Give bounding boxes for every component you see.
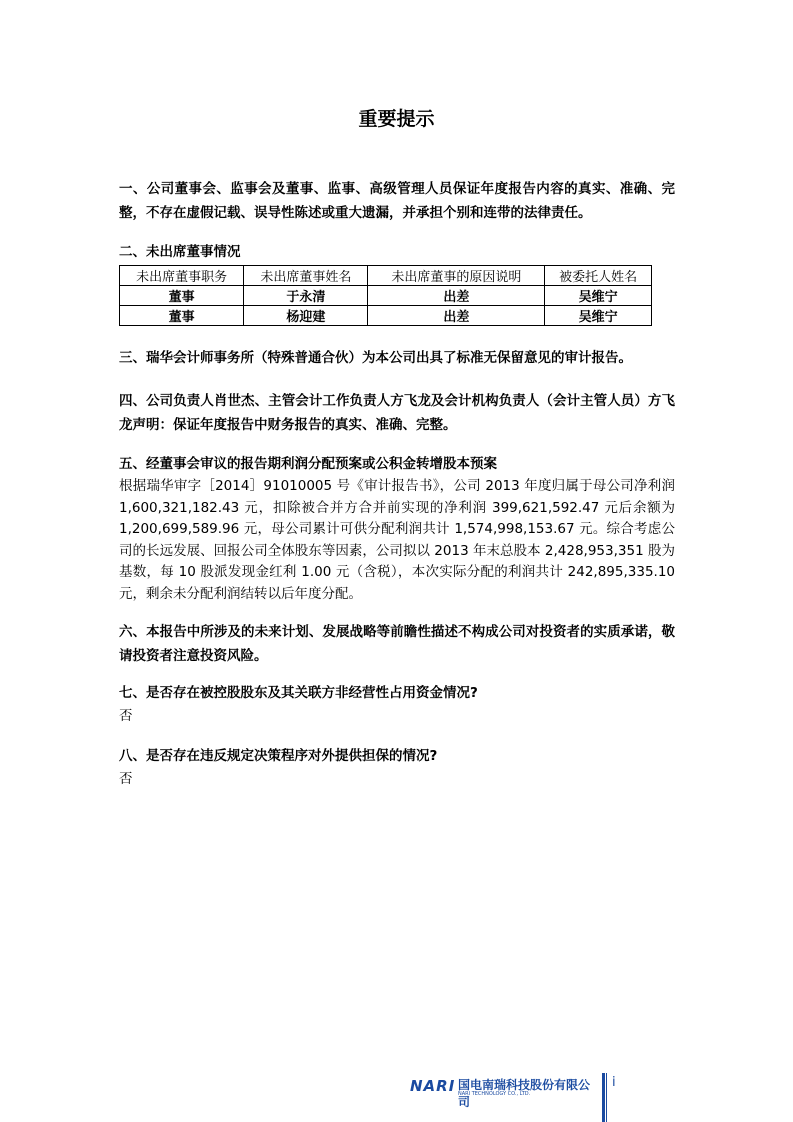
section-2 [119, 240, 675, 326]
table-header-cell: 被委托人姓名 [545, 266, 652, 286]
table-cell: 杨迎建 [244, 306, 368, 326]
table-cell: 于永清 [244, 286, 368, 306]
page-title: 重要提示 [358, 108, 435, 130]
section-6-heading: 六、本报告中所涉及的未来计划、发展战略等前瞻性描述不构成公司对投资者的实质承诺，敬请投资者注意投资风险。 [119, 624, 675, 664]
section-2-heading: 二、未出席董事情况 [119, 244, 241, 260]
footer-divider-thin [606, 1073, 607, 1122]
section-7-answer: 否 [119, 708, 133, 724]
table-row [120, 286, 652, 306]
section-5 [119, 452, 675, 605]
table-cell: 董事 [120, 306, 244, 326]
table-header-cell: 未出席董事的原因说明 [368, 266, 545, 286]
table-header-cell: 未出席董事职务 [120, 266, 244, 286]
section-8 [119, 744, 675, 790]
table-header-cell: 未出席董事姓名 [244, 266, 368, 286]
section-1-heading: 一、公司董事会、监事会及董事、监事、高级管理人员保证年度报告内容的真实、准确、完整，不存在虚假记载、误导性陈述或重大遗漏，并承担个别和连带的法律责任。 [119, 181, 675, 221]
section-7 [119, 681, 675, 727]
nari-logo-text: NARI [410, 1077, 456, 1095]
company-name-cn: 国电南瑞科技股份有限公司 [458, 1078, 591, 1109]
company-name-en: NARI TECHNOLOGY CO., LTD. [458, 1091, 531, 1097]
section-5-body: 根据瑞华审字［2014］91010005 号《审计报告书》，公司 2013 年度归属于母公司净利润 1,600,321,182.43 元，扣除被合并方合并前实现的净利润 399,621,592.47 元后余额为 1,200,699,589.96 元，母公司累计可供分配利润共计 1,574,998,153.67 元。综合考虑公司的长远发展、回报公司全体股东等因素，公司拟以 2013 年末总股本 2,428,953,351 股为基数，每 10 股派发现金红利 1.00 元（含税），本次实际分配的利润共计 242,895,335.10 元，剩余未分配利润结转以后年度分配。 [119, 478, 675, 602]
table-cell: 出差 [368, 306, 545, 326]
section-4-heading: 四、公司负责人肖世杰、主管会计工作负责人方飞龙及会计机构负责人（会计主管人员）方飞龙声明：保证年度报告中财务报告的真实、准确、完整。 [119, 393, 675, 433]
table-cell: 董事 [120, 286, 244, 306]
table-cell: 出差 [368, 286, 545, 306]
section-4 [119, 389, 675, 437]
table-cell: 吴维宁 [545, 306, 652, 326]
page-number: i [612, 1075, 616, 1090]
section-1 [119, 177, 675, 225]
section-3 [119, 346, 675, 370]
table-header-row [120, 266, 652, 286]
footer-divider [602, 1073, 605, 1122]
section-6 [119, 620, 675, 668]
section-5-heading: 五、经董事会审议的报告期利润分配预案或公积金转增股本预案 [119, 456, 497, 472]
absent-directors-table [119, 265, 652, 326]
section-8-heading: 八、是否存在违反规定决策程序对外提供担保的情况? [119, 748, 438, 764]
section-7-heading: 七、是否存在被控股股东及其关联方非经营性占用资金情况? [119, 685, 478, 701]
table-row [120, 306, 652, 326]
table-cell: 吴维宁 [545, 286, 652, 306]
section-8-answer: 否 [119, 771, 133, 787]
section-3-heading: 三、瑞华会计师事务所（特殊普通合伙）为本公司出具了标准无保留意见的审计报告。 [119, 350, 632, 366]
company-logo [410, 1076, 600, 1109]
